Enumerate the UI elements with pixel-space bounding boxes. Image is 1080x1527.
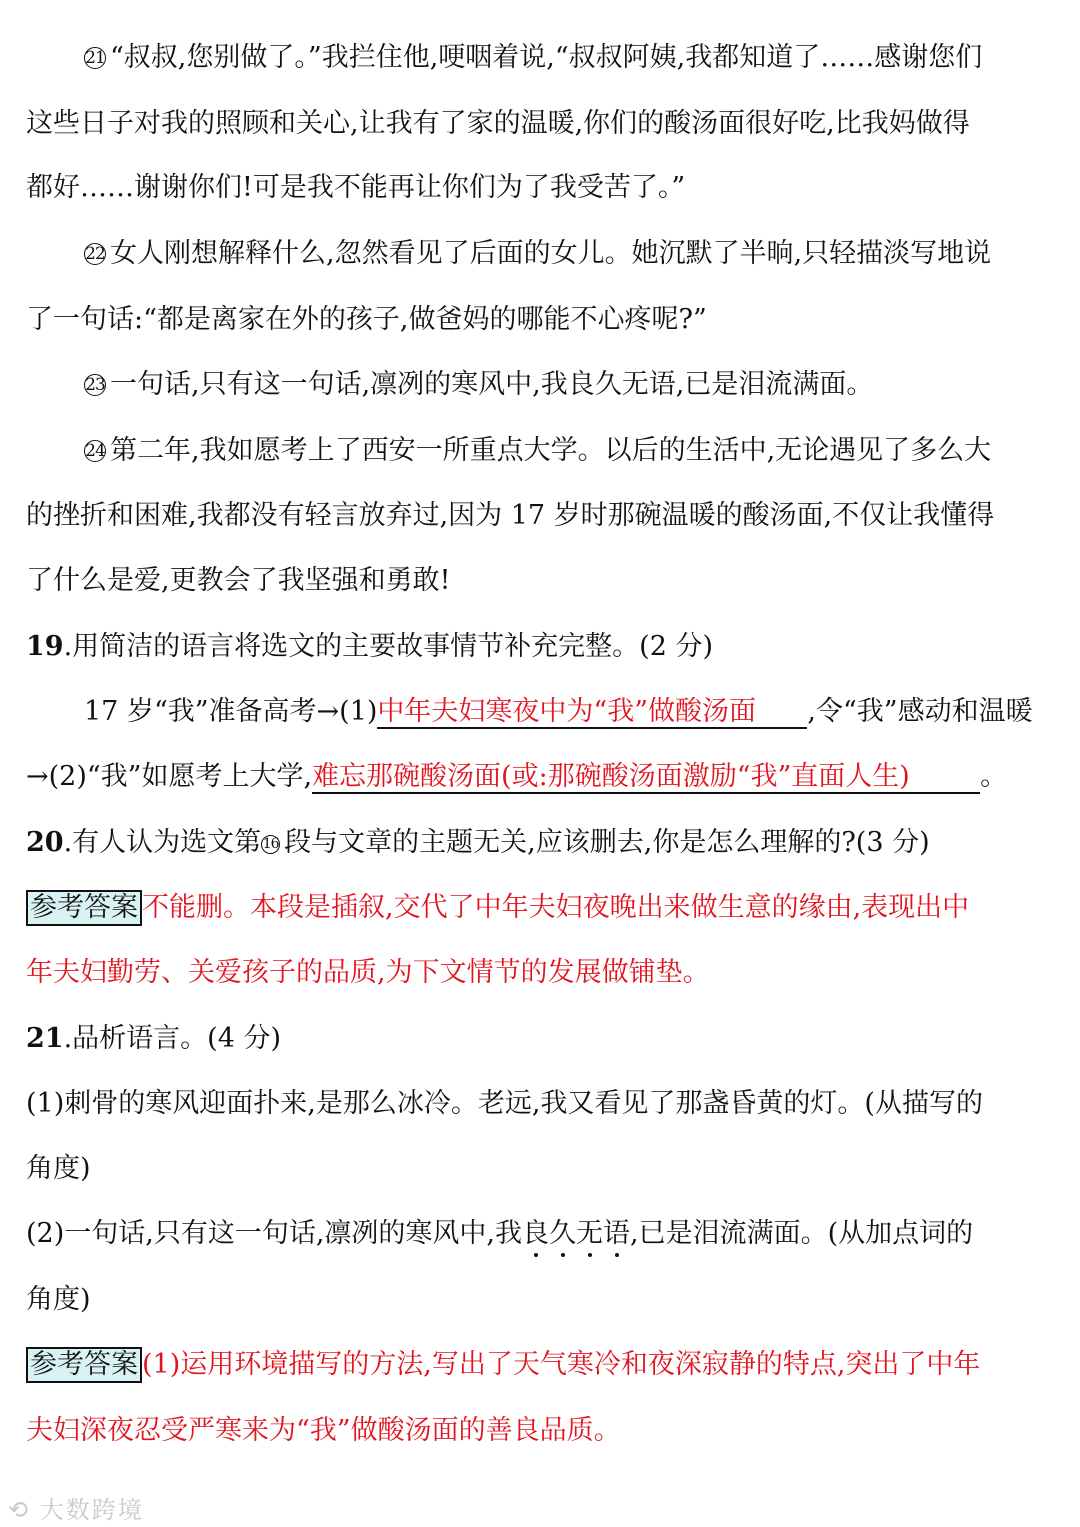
paragraph-number: 21 [85,48,105,68]
paragraph-number: 23 [85,375,105,395]
paragraph-24-line-2: 的挫折和困难,我都没有轻言放弃过,因为 17 岁时那碗温暖的酸汤面,不仅让我懂得 [26,500,995,531]
answer-text: 不能删。本段是插叙,交代了中年夫妇夜晚出来做生意的缘由,表现出中 [142,892,970,923]
paragraph-24-line-1 [84,433,991,469]
sub-question-text: (2)一句话,只有这一句话,凛冽的寒风中,我 [26,1218,522,1249]
paragraph-21-line-1 [84,40,982,76]
watermark-logo-icon: ⟲ [8,1496,31,1524]
dotted-char: 良 [522,1218,549,1249]
paragraph-21-line-2: 这些日子对我的照顾和关心,让我有了家的温暖,你们的酸汤面很好吃,比我妈做得 [26,108,970,139]
question-number: 19 [26,631,64,662]
question-19 [26,629,713,665]
watermark-text: 大数跨境 [39,1496,144,1524]
dotted-char: 无 [576,1218,603,1249]
fill-prefix: →(2)“我”如愿考上大学, [26,761,313,792]
paragraph-24-line-3: 了什么是爱,更教会了我坚强和勇敢! [26,565,451,596]
question-19-fill-line-1 [84,694,1033,730]
fill-suffix: 。 [980,761,1008,792]
paragraph-text: 第二年,我如愿考上了西安一所重点大学。以后的生活中,无论遇见了多么大 [110,435,992,466]
answer-blank-1: 中年夫妇寒夜中为“我”做酸汤面 [377,697,807,729]
question-text: 段与文章的主题无关,应该删去,你是怎么理解的?(3 分) [284,827,930,858]
sub-question-text: ,已是泪流满面。(从加点词的 [630,1218,974,1249]
paragraph-22-line-1 [84,236,991,272]
question-21-sub-2-line-2: 角度) [26,1284,91,1315]
answer-20-line-2: 年夫妇勤劳、关爱孩子的品质,为下文情节的发展做铺垫。 [26,957,710,988]
question-19-fill-line-2 [26,759,1007,795]
paragraph-21-line-3: 都好……谢谢你们!可是我不能再让你们为了我受苦了。” [26,172,686,203]
dotted-char: 久 [549,1218,576,1249]
question-text: .有人认为选文第 [63,827,262,858]
paragraph-text: 一句话,只有这一句话,凛冽的寒风中,我良久无语,已是泪流满面。 [110,369,874,400]
fill-prefix: 17 岁“我”准备高考→(1) [84,696,378,727]
question-21-sub-1-line-1: (1)刺骨的寒风迎面扑来,是那么冰冷。老远,我又看见了那盏昏黄的灯。(从描写的 [26,1088,983,1119]
answer-blank-2: 难忘那碗酸汤面(或:那碗酸汤面激励“我”直面人生) [312,762,980,794]
question-text: .用简洁的语言将选文的主要故事情节补充完整。(2 分) [63,631,713,662]
watermark [8,1490,144,1525]
question-number: 21 [26,1023,64,1054]
paragraph-number: 22 [85,244,105,264]
paragraph-23-line-1 [84,367,873,403]
dotted-char: 语 [603,1218,630,1249]
answer-text: (1)运用环境描写的方法,写出了天气寒冷和夜深寂静的特点,突出了中年 [142,1349,981,1380]
question-number: 20 [26,827,64,858]
answer-label: 参考答案 [26,890,142,926]
question-text: .品析语言。(4 分) [63,1023,281,1054]
paragraph-22-line-2: 了一句话:“都是离家在外的孩子,做爸妈的哪能不心疼呢?” [26,304,707,335]
paragraph-number: 24 [85,441,105,461]
question-21-sub-1-line-2: 角度) [26,1153,91,1184]
answer-label: 参考答案 [26,1347,142,1383]
answer-20-line-1 [26,890,969,926]
paragraph-text: 女人刚想解释什么,忽然看见了后面的女儿。她沉默了半晌,只轻描淡写地说 [110,238,992,269]
answer-21-line-1 [26,1347,980,1383]
fill-suffix: ,令“我”感动和温暖 [807,696,1033,727]
question-20 [26,825,930,861]
question-21-sub-2-line-1 [26,1216,973,1252]
answer-21-line-2: 夫妇深夜忍受严寒来为“我”做酸汤面的善良品质。 [26,1415,621,1446]
paragraph-text: “叔叔,您别做了。”我拦住他,哽咽着说,“叔叔阿姨,我都知道了……感谢您们 [110,42,983,73]
paragraph-reference: 16 [262,836,279,852]
question-21 [26,1021,281,1057]
